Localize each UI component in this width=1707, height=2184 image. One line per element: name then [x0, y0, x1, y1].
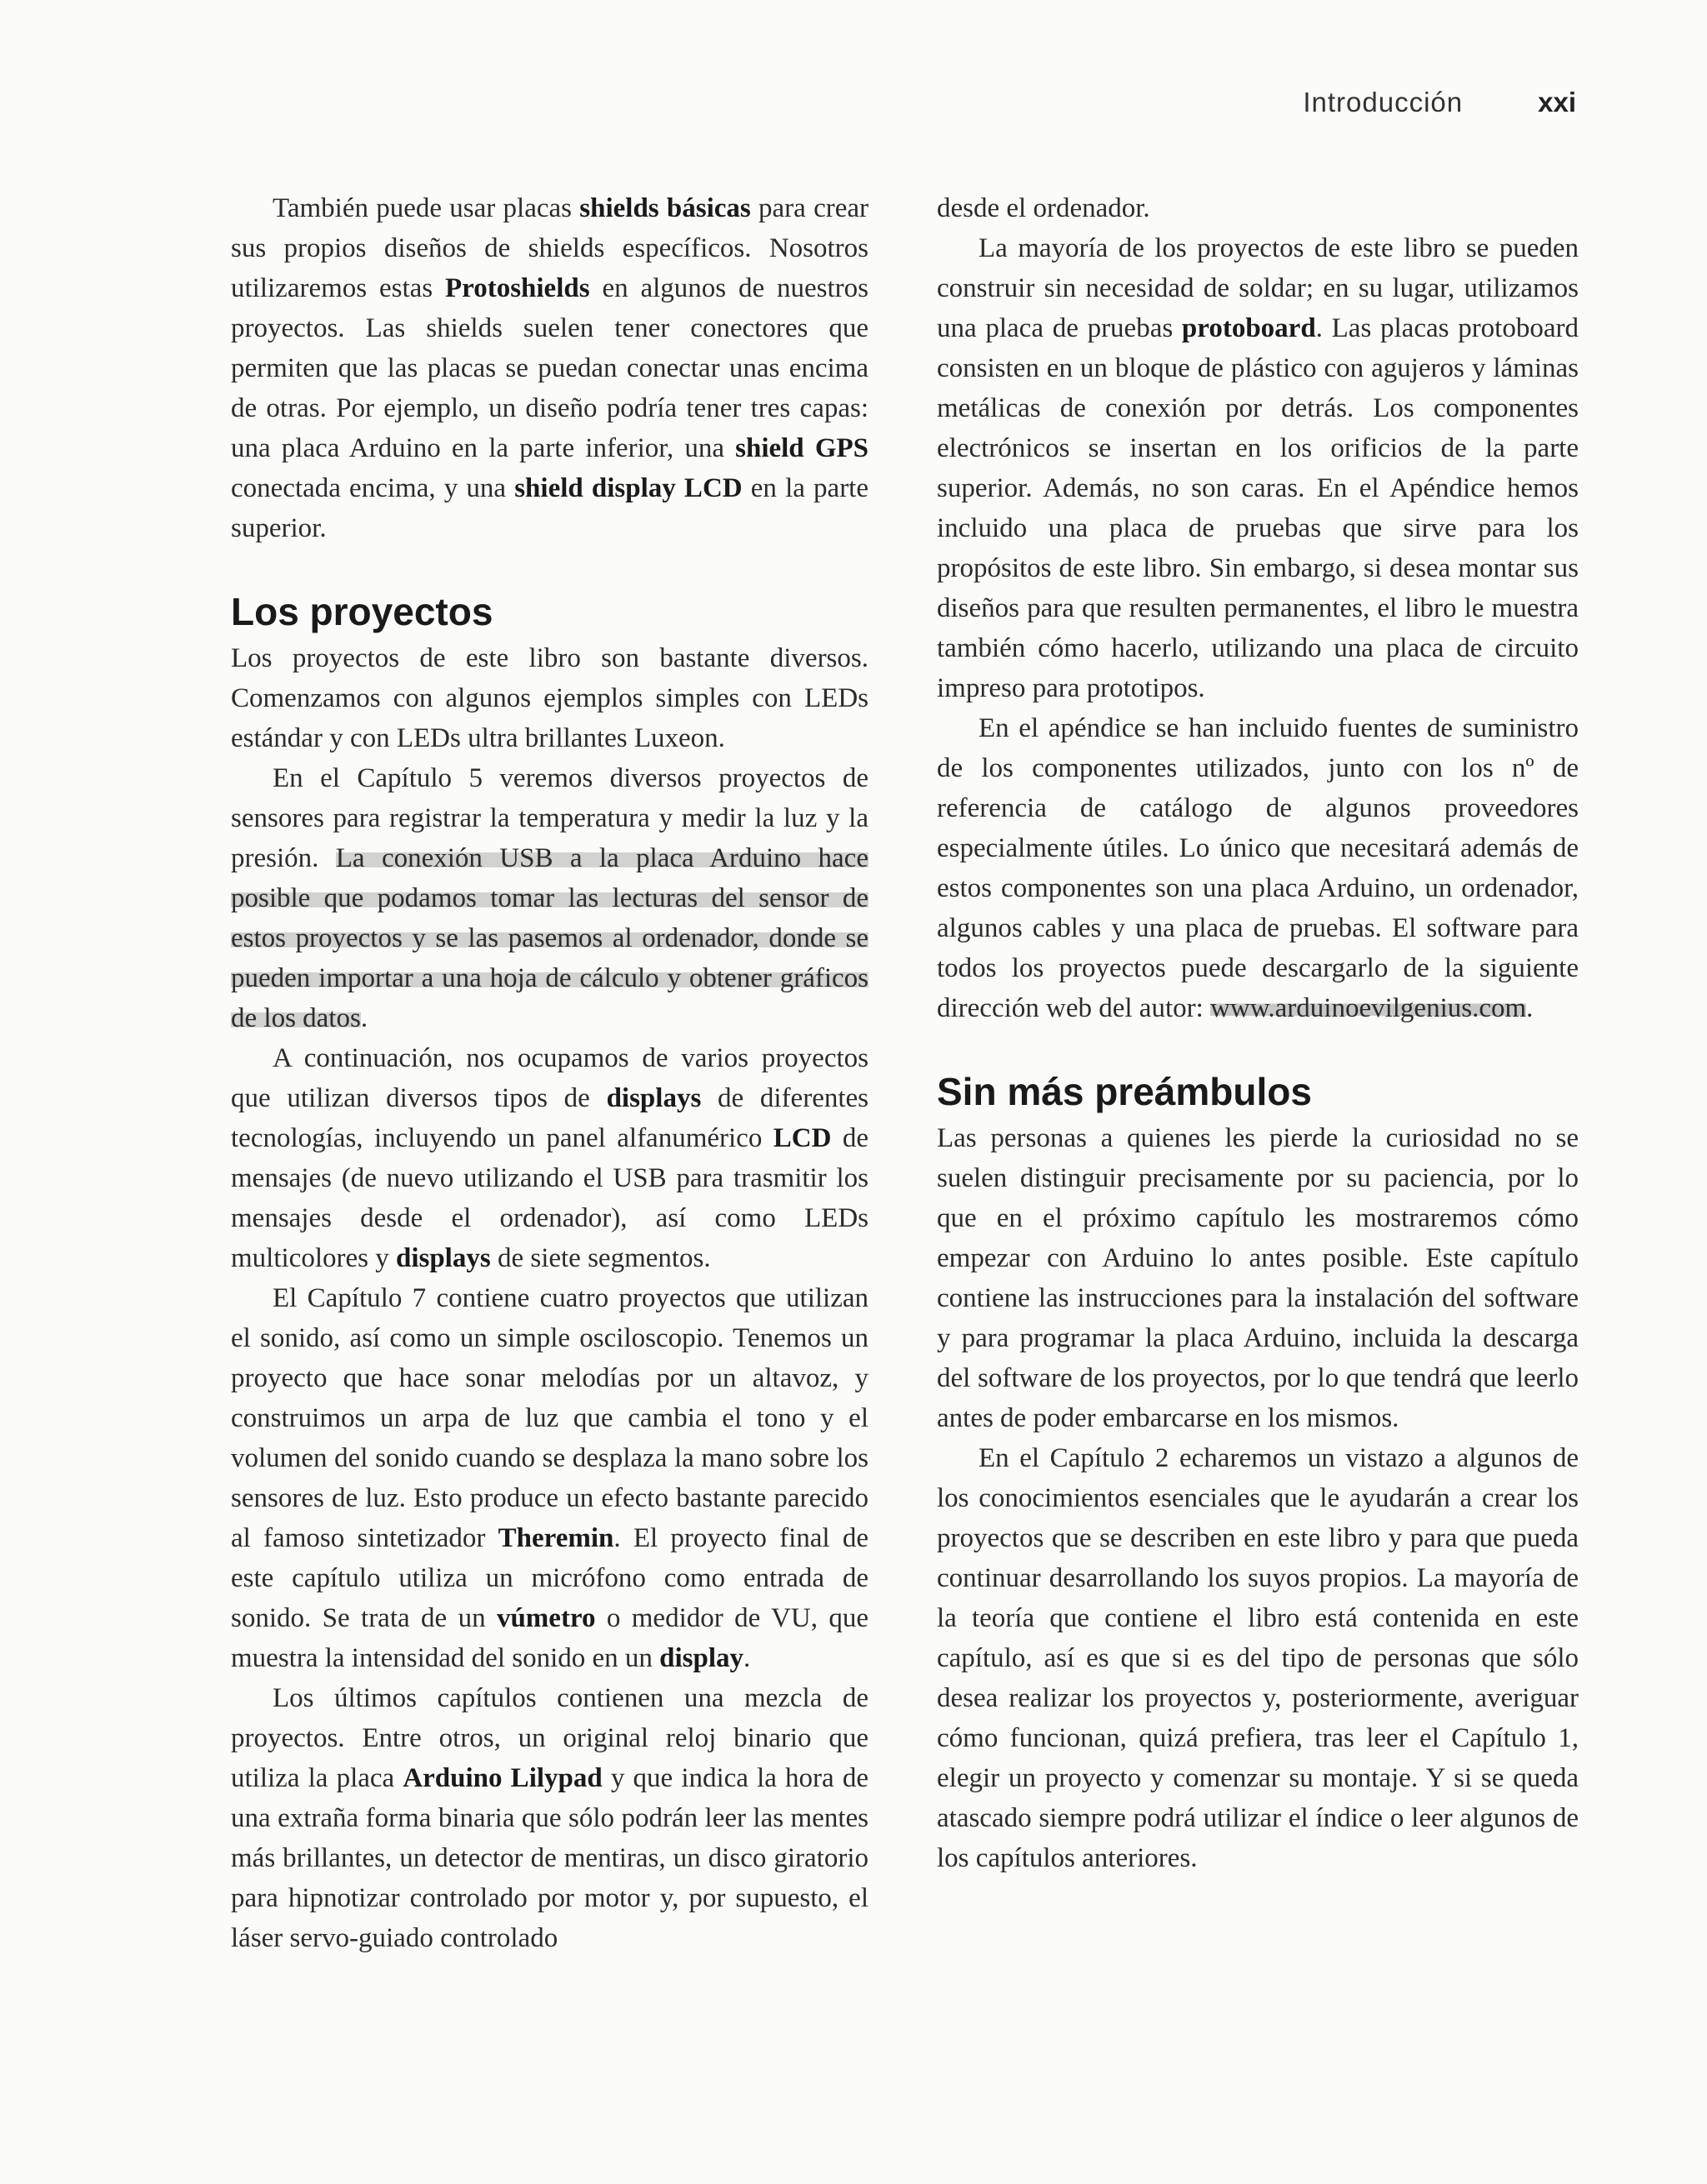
paragraph-appendix: [937, 708, 1579, 1028]
bold-term: shield GPS: [735, 433, 869, 463]
paragraph-last-chapters: [231, 1678, 869, 1958]
bold-term: Theremin: [498, 1523, 614, 1553]
bold-term: displays: [395, 1243, 491, 1273]
text-run: y que indica la hora de una extraña forma binaria que sólo podrán leer las mentes más brillantes, un detector de mentiras, un disco giratorio para hipnotizar controlado por motor y, por supuesto, el láser servo-guiado controlado: [231, 1763, 869, 1953]
page-number: xxi: [1538, 87, 1576, 117]
bold-term: protoboard: [1181, 313, 1316, 343]
paragraph-shields: [231, 188, 869, 548]
paragraph-chapter2: En el Capítulo 2 echaremos un vistazo a algunos de los conocimientos esenciales que le ayudarán a crear los proyectos que se describen en este libro y para que pueda continuar desarrollando los suyos propios. La mayoría de la teoría que contiene el libro está contenida en este capítulo, así es que si es del tipo de personas que sólo desea realizar los proyectos y, posteriormente, averiguar cómo funcionan, quizá prefiera, tras leer el Capítulo 1, elegir un proyecto y comenzar su montaje. Y si se queda atascado siempre podrá utilizar el índice o leer algunos de los capítulos anteriores.: [937, 1443, 1579, 1873]
text-run: de diferentes tecnologías, incluyendo un panel alfanumérico: [231, 1083, 869, 1153]
text-run: de siete segmentos.: [490, 1243, 711, 1273]
text-run: En el Capítulo 5 veremos diversos proyectos de sensores para registrar la temperatura y medir la luz y la presión.: [231, 763, 869, 873]
bold-term: shield display LCD: [514, 473, 743, 503]
author-url: www.arduinoevilgenius.com: [1210, 993, 1527, 1023]
highlighted-text: La conexión USB a la placa Arduino hace posible que podamos tomar las lecturas del sensor de estos proyectos y se las pasemos al ordenador, donde se pueden importar a una hoja de cálculo y obtener gráficos de los datos: [231, 843, 869, 1033]
text-run: En el apéndice se han incluido fuentes de suministro de los componentes utilizados, junto con los nº de referencia de catálogo de algunos proveedores especialmente útiles. Lo único que necesitará además de estos componentes son una placa Arduino, un ordenador, algunos cables y una placa de pruebas. El software para todos los proyectos puede descargarlo de la siguiente dirección web del autor:: [937, 713, 1579, 1023]
text-run: .: [360, 1003, 368, 1033]
text-run: . Las placas protoboard consisten en un bloque de plástico con agujeros y láminas metálicas de conexión por detrás. Los componentes electrónicos se insertan en los orificios de la parte superior. Además, no son caras. En el Apéndice hemos incluido una placa de pruebas que sirve para los propósitos de este libro. Sin embargo, si desea montar sus diseños para que resulten permanentes, el libro le muestra también cómo hacerlo, utilizando una placa de circuito impreso para prototipos.: [937, 313, 1579, 703]
paragraph-sound: [231, 1278, 869, 1678]
text-run: de mensajes (de nuevo utilizando el USB para trasmitir los mensajes desde el ordenador), así como LEDs multicolores y: [231, 1123, 869, 1273]
bold-term: LCD: [773, 1123, 832, 1153]
section-title: Introducción: [1303, 87, 1464, 117]
text-run: También puede usar placas: [273, 193, 580, 223]
bold-term: display: [659, 1643, 744, 1673]
bold-term: Arduino Lilypad: [403, 1763, 603, 1793]
text-run: . El proyecto final de este capítulo utiliza un micrófono como entrada de sonido. Se trata de un: [231, 1523, 869, 1633]
text-run: o medidor de VU, que muestra la intensidad del sonido en un: [231, 1603, 869, 1673]
left-column: [231, 188, 869, 1958]
bold-term: displays: [606, 1083, 702, 1113]
text-run: .: [1526, 993, 1534, 1023]
bold-term: Protoshields: [445, 273, 590, 303]
paragraph-curiosity: Las personas a quienes les pierde la curiosidad no se suelen distinguir precisamente por su paciencia, por lo que en el próximo capítulo les mostraremos cómo empezar con Arduino lo antes posible. Este capítulo contiene las instrucciones para la instalación del software y para programar la placa Arduino, incluida la descarga del software de los proyectos, por lo que tendrá que leerlo antes de poder embarcarse en los mismos.: [937, 1123, 1579, 1433]
paragraph-displays: [231, 1038, 869, 1278]
paragraph-protoboard: [937, 228, 1579, 708]
text-run: La mayoría de los proyectos de este libro se pueden construir sin necesidad de soldar; en su lugar, utilizamos una placa de pruebas: [937, 233, 1579, 343]
right-column: [937, 188, 1579, 1878]
text-run: Los últimos capítulos contienen una mezcla de proyectos. Entre otros, un original reloj binario que utiliza la placa: [231, 1683, 869, 1793]
text-run: en la parte superior.: [231, 473, 869, 543]
bold-term: vúmetro: [496, 1603, 596, 1633]
text-run: conectada encima, y una: [231, 473, 515, 503]
text-run: para crear sus propios diseños de shields específicos. Nosotros utilizaremos estas: [231, 193, 869, 303]
bold-term: shields básicas: [579, 193, 751, 223]
text-run: El Capítulo 7 contiene cuatro proyectos que utilizan el sonido, así como un simple osciloscopio. Tenemos un proyecto que hace sonar melodías por un altavoz, y construimos un arpa de luz que cambia el tono y el volumen del sonido cuando se desplaza la mano sobre los sensores de luz. Esto produce un efecto bastante parecido al famoso sintetizador: [231, 1283, 869, 1553]
text-run: .: [743, 1643, 751, 1673]
section-heading-preambulos: Sin más preámbulos: [937, 1070, 1312, 1113]
section-heading-proyectos: Los proyectos: [231, 590, 493, 633]
paragraph-sensors: [231, 758, 869, 1038]
text-run: A continuación, nos ocupamos de varios proyectos que utilizan diversos tipos de: [231, 1043, 869, 1113]
text-run: en algunos de nuestros proyectos. Las shields suelen tener conectores que permiten que las placas se puedan conectar unas encima de otras. Por ejemplo, un diseño podría tener tres capas: una placa Arduino en la parte inferior, una: [231, 273, 869, 463]
paragraph-continuation: desde el ordenador.: [937, 193, 1150, 223]
running-header: [1303, 87, 1576, 118]
paragraph-intro-projects: Los proyectos de este libro son bastante diversos. Comenzamos con algunos ejemplos simples con LEDs estándar y con LEDs ultra brillantes Luxeon.: [231, 643, 869, 753]
